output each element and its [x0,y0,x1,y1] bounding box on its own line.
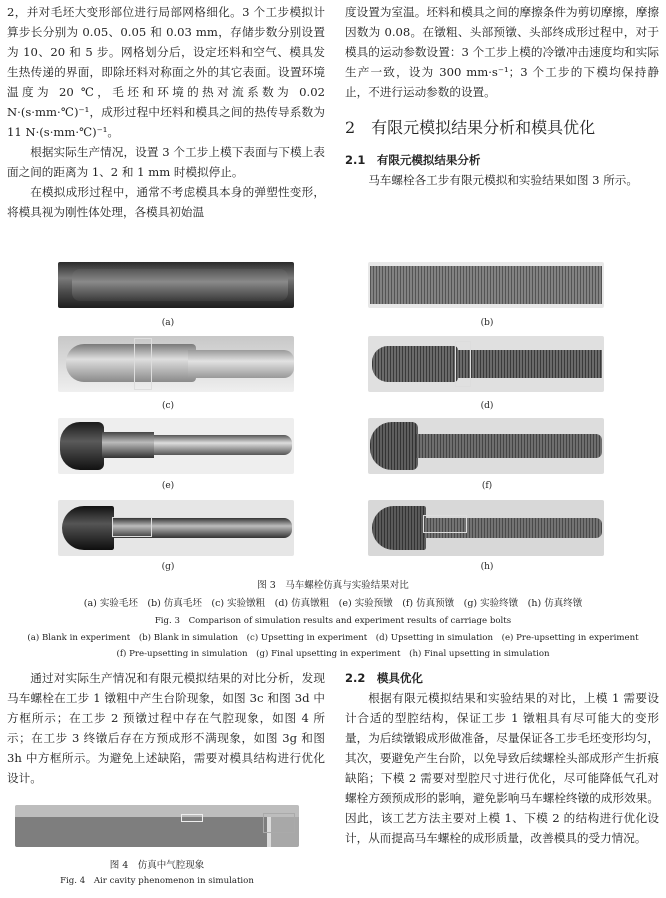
highlight-box [455,341,471,387]
photo-preupsetting-experiment [58,418,294,474]
photo-final-upsetting-experiment [58,500,294,556]
paragraph: 马车螺栓各工步有限元模拟和实验结果如图 3 所示。 [368,173,638,187]
figure-3-subcaption-en-2: (f) Pre-upsetting in simulation (g) Final upsetting in experiment (h) Final upsetting in simulation [116,649,550,659]
paragraph: 度设置为室温。坯料和模具之间的摩擦条件为剪切摩擦，摩擦因数为 0.08。在镦粗、头部预镦、头部终成形过程中，对于模具的运动参数设置：3 个工步上模的冷镦冲击速度均和实际生产一致，设为 300 mm·s⁻¹；3 个工步的下模均保持静止，不进行运动参数的设置。 [345,5,659,99]
fig-label: (b) [480,318,494,328]
figure-3-subcaption-cn: (a) 实验毛坯 (b) 仿真毛坯 (c) 实验镦粗 (d) 仿真镦粗 (e) 实验预镦 (f) 仿真预镦 (g) 实验终镦 (h) 仿真终镦 [83,598,583,609]
fig-label: (h) [480,562,494,572]
highlight-box [112,517,152,537]
fig-label: (g) [161,562,175,572]
photo-upsetting-experiment [58,336,294,392]
section-heading: 2 有限元模拟结果分析和模具优化 [345,118,596,137]
highlight-box [134,338,152,390]
fig-label: (d) [480,401,494,411]
paragraph: 根据有限元模拟结果和实验结果的对比，上模 1 需要设计合适的型腔结构，保证工步 1 镦粗具有尽可能大的变形量，为后续镦锻成形做准备，尽量保证各工步毛坯变形均匀，其次，要避免产生台阶，以免导致后续螺栓头部成形产生折痕缺陷；下模 2 需要对型腔尺寸进行优化，尽可能降低气孔对螺栓方颈预成形的影响，避免影响马车螺栓终镦的成形效果。因此，该工艺方法主要对上模 1、下模 2 的结构进行优化设计，从而提高马车螺栓的成形质量，改善模具的受力情况。 [345,691,659,845]
subsection-heading: 2.2 模具优化 [345,671,423,685]
photo-preupsetting-simulation [368,418,604,474]
paragraph: 在模拟成形过程中，通常不考虑模具本身的弹塑性变形，将模具视为刚性体处理，各模具初始温 [7,185,325,219]
fig-label: (f) [481,481,493,491]
highlight-box [423,515,467,533]
bottom-right-column [345,668,659,848]
top-left-column [7,2,325,222]
subsection-heading: 2.1 有限元模拟结果分析 [345,153,481,167]
figure-3-caption-en: Fig. 3 Comparison of simulation results and experiment results of carriage bolts [154,616,512,626]
fig-label: (e) [161,481,175,491]
paragraph: 通过对实际生产情况和有限元模拟结果的对比分析，发现马车螺栓在工步 1 镦粗中产生台阶现象，如图 3c 和图 3d 中方框所示；在工步 2 预镦过程中存在气腔现象，如图 4 所示；在工步 3 终镦后存在方预成形不满现象，如图 3g 和图 3h 中方框所示。为避免上述缺陷，需要对模具结构进行优化设计。 [7,671,325,785]
bottom-left-column [7,668,325,788]
paragraph: 根据实际生产情况，设置 3 个工步上模下表面与下模上表面之间的距离为 1、2 和 1 mm 时模拟停止。 [7,145,325,179]
figure-4-caption-en: Fig. 4 Air cavity phenomenon in simulation [60,876,254,886]
fig-label: (a) [161,318,175,328]
photo-blank-experiment [58,262,294,308]
figure-4-caption-cn: 图 4 仿真中气腔现象 [109,860,205,871]
highlight-box [263,813,295,833]
fig-label: (c) [161,401,175,411]
figure-3-caption-cn: 图 3 马车螺栓仿真与实验结果对比 [257,580,409,591]
top-right-column [345,2,659,190]
photo-final-upsetting-simulation [368,500,604,556]
figure-3-subcaption-en-1: (a) Blank in experiment (b) Blank in simulation (c) Upsetting in experiment (d) Upsetting in simulation (e) Pre-upsetting in experiment [27,633,639,643]
photo-air-cavity-simulation [15,805,299,847]
paragraph: 2，并对毛坯大变形部位进行局部网格细化。3 个工步模拟计算步长分别为 0.05、0.05 和 0.03 mm，存储步数分别设置为 10、20 和 5 步。网格划分后，设定坯料和空气、模具发生热传递的界面，即除坯料对称面之外的其它表面。设置环境温度为 20 ℃，毛坯和环境的热对流系数为 0.02 N·(s·mm·℃)⁻¹，成形过程中坯料和模具之间的热传导系数为 11 N·(s·mm·℃)⁻¹。 [7,5,325,139]
photo-upsetting-simulation [368,336,604,392]
photo-blank-simulation [368,262,604,308]
